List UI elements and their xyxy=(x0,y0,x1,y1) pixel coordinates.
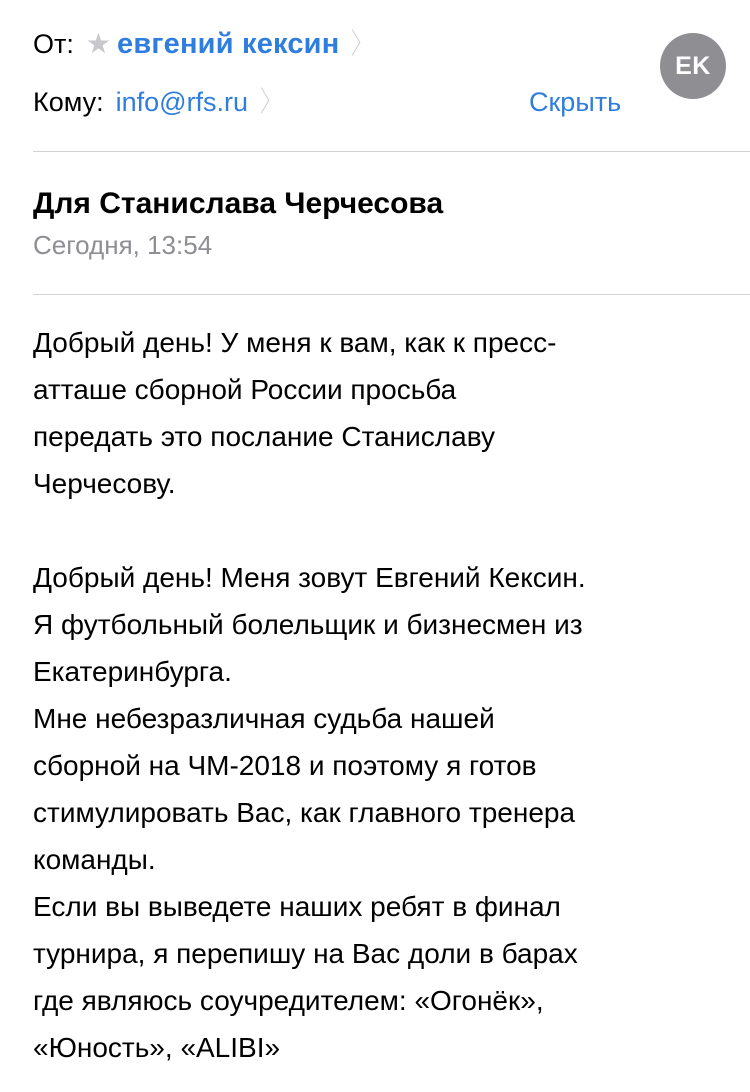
body-line: стимулировать Вас, как главного тренера xyxy=(33,797,576,828)
email-subject: Для Станислава Черчесова xyxy=(33,187,444,220)
divider xyxy=(33,294,750,295)
from-label: От: xyxy=(33,28,74,59)
paragraph-spacer xyxy=(33,507,723,554)
body-line: турнира, я перепишу на Вас доли в барах xyxy=(33,938,578,969)
body-line: команды. xyxy=(33,844,156,875)
hide-details-button[interactable]: Скрыть xyxy=(529,87,622,117)
body-line: Добрый день! У меня к вам, как к пресс- xyxy=(33,327,557,358)
to-label: Кому: xyxy=(33,86,104,117)
body-line: атташе сборной России просьба xyxy=(33,374,457,405)
body-line: сборной на ЧМ-2018 и поэтому я готов xyxy=(33,750,537,781)
body-line: Екатеринбурга. xyxy=(33,656,232,687)
body-line: передать это послание Станиславу xyxy=(33,421,495,452)
body-line: Черчесову. xyxy=(33,468,176,499)
body-line: где являюсь соучредителем: «Огонёк», xyxy=(33,985,544,1016)
avatar[interactable]: EK xyxy=(660,33,726,99)
body-line: Я футбольный болельщик и бизнесмен из xyxy=(33,609,583,640)
body-line: Если вы выведете наших ребят в финал xyxy=(33,891,561,922)
body-line: Добрый день! Меня зовут Евгений Кексин. xyxy=(33,562,586,593)
chevron-right-icon[interactable]: 〉 xyxy=(351,28,372,59)
star-icon[interactable]: ★ xyxy=(85,28,111,59)
from-row xyxy=(33,22,375,66)
body-line: Мне небезразличная судьба нашей xyxy=(33,703,495,734)
divider xyxy=(33,151,750,152)
to-row xyxy=(33,82,284,122)
email-body xyxy=(33,319,723,1071)
email-date: Сегодня, 13:54 xyxy=(33,230,213,260)
body-line: «Юность», «ALIBI» xyxy=(33,1032,281,1063)
recipient-address[interactable]: info@rfs.ru xyxy=(115,86,249,117)
sender-name[interactable]: евгений кексин xyxy=(116,27,340,60)
chevron-right-icon[interactable]: 〉 xyxy=(260,86,280,117)
email-header xyxy=(0,0,750,152)
